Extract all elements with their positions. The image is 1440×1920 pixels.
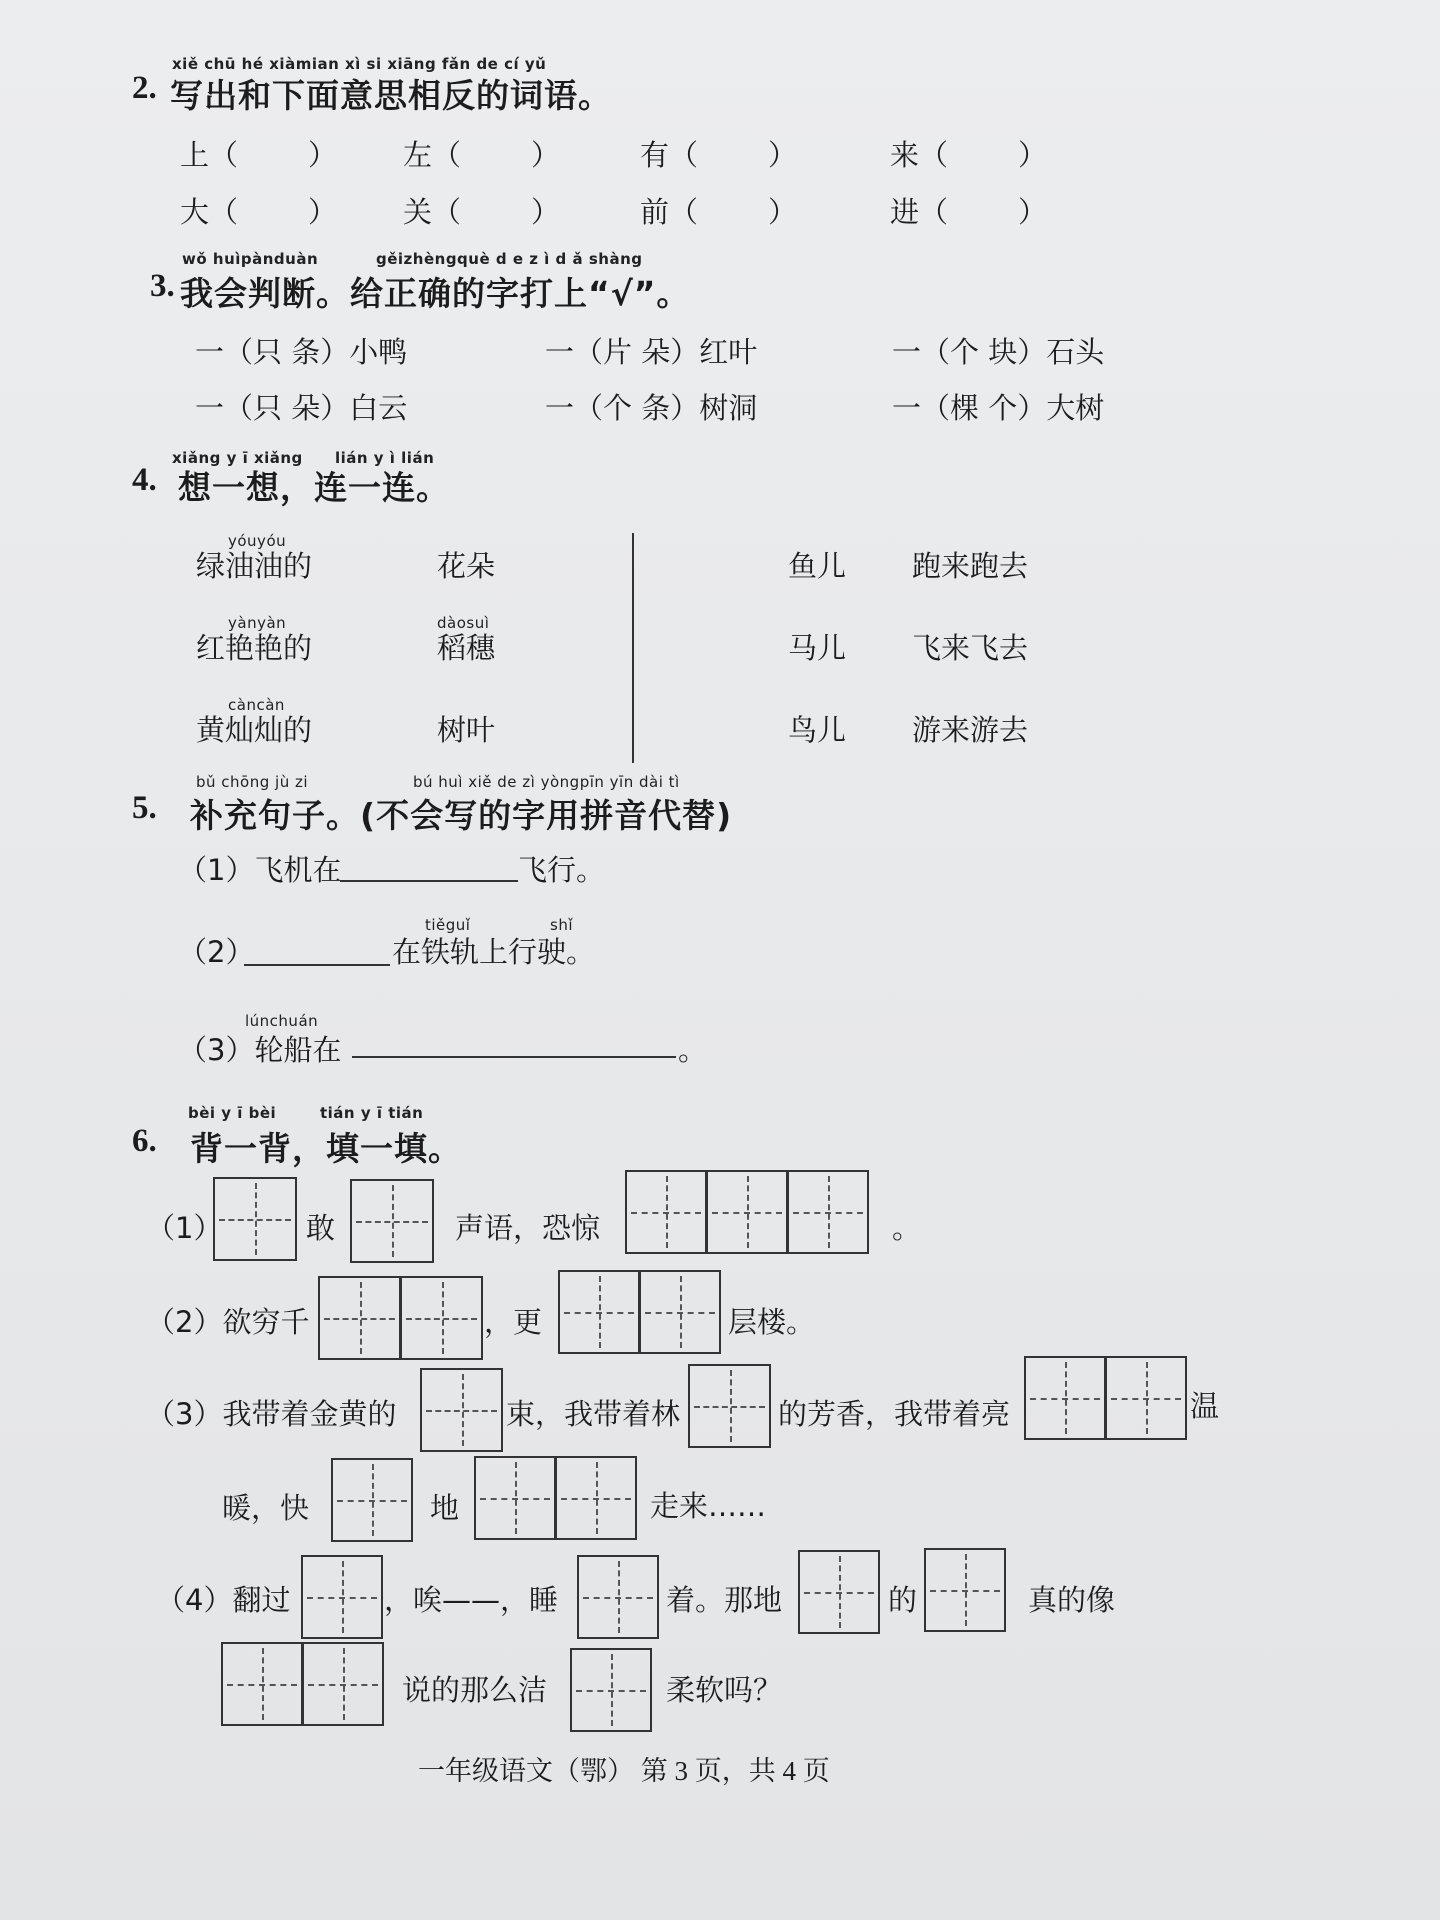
passage-text: 的 <box>888 1583 918 1617</box>
q6-pinyin-b: tián y ī tián <box>320 1104 424 1122</box>
measure-word-item: 一（棵 个）大树 <box>892 391 1105 425</box>
shi-pinyin: shǐ <box>550 916 573 934</box>
word-pinyin: yànyàn <box>228 614 287 632</box>
antonym-item: 关（ ） <box>403 195 561 229</box>
poem-text: 敢 <box>306 1211 336 1245</box>
answer-blank-2[interactable] <box>244 964 390 966</box>
char-box[interactable] <box>302 1642 384 1726</box>
q3-pinyin-b: gěizhèngquè d e z ì d ǎ shàng <box>376 250 643 268</box>
char-box[interactable] <box>924 1548 1006 1632</box>
q3-title: 我会判断。给正确的字打上“√”。 <box>180 274 691 313</box>
antonym-item: 来（ ） <box>890 138 1048 172</box>
page-footer: 一年级语文（鄂） 第 3 页，共 4 页 <box>418 1756 830 1786</box>
q5-number: 5. <box>132 790 157 826</box>
lunchuan-pinyin: lúnchuán <box>245 1012 319 1030</box>
char-box[interactable] <box>318 1276 401 1360</box>
sentence-1-start: （1）飞机在 <box>178 853 342 887</box>
q6-pinyin-a: bèi y ī bèi <box>188 1104 277 1122</box>
poem-text: 层楼。 <box>728 1305 816 1339</box>
q2-pinyin: xiě chū hé xiàmian xì si xiāng fǎn de cí yǔ <box>172 55 547 73</box>
q2-number: 2. <box>132 70 157 106</box>
char-box[interactable] <box>301 1555 383 1639</box>
sentence-1-end: 飞行。 <box>518 853 606 887</box>
tiegui-pinyin: tiěguǐ <box>425 916 471 934</box>
passage-text: ，唉——，睡 <box>384 1583 559 1617</box>
measure-word-item: 一（只 条）小鸭 <box>195 335 408 369</box>
fill-line-1-label: （1） <box>146 1211 223 1245</box>
q4-pinyin-b: lián y ì lián <box>335 449 435 467</box>
left-word: 红艳艳的 <box>196 631 313 665</box>
antonym-item: 有（ ） <box>640 138 798 172</box>
word-pinyin: càncàn <box>228 696 285 714</box>
char-box[interactable] <box>350 1179 434 1263</box>
char-box[interactable] <box>400 1276 483 1360</box>
poem-text: 声语，恐惊 <box>455 1211 601 1245</box>
passage-text: 的芳香，我带着亮 <box>778 1397 1011 1431</box>
char-box[interactable] <box>1024 1356 1106 1440</box>
char-box[interactable] <box>688 1364 771 1448</box>
measure-word-item: 一（个 条）树洞 <box>545 391 758 425</box>
passage-text: 说的那么洁 <box>402 1673 548 1707</box>
sentence-3-start: （3）轮船在 <box>178 1033 342 1067</box>
left-word: 绿油油的 <box>196 549 313 583</box>
antonym-item: 大（ ） <box>180 195 338 229</box>
char-box[interactable] <box>706 1170 788 1254</box>
q5-title: 补充句子。(不会写的字用拼音代替) <box>190 796 733 835</box>
passage-text: 暖，快 <box>222 1491 310 1525</box>
fill-line-2-label: （2）欲穷千 <box>146 1305 310 1339</box>
sentence-2-end: 在铁轨上行驶。 <box>392 935 596 969</box>
fill-line-4-label: （4）翻过 <box>156 1583 291 1617</box>
passage-text: 地 <box>430 1491 460 1525</box>
char-box[interactable] <box>798 1550 880 1634</box>
antonym-item: 上（ ） <box>180 138 338 172</box>
char-box[interactable] <box>625 1170 707 1254</box>
q6-title: 背一背，填一填。 <box>190 1129 462 1168</box>
mid-word: 稻穗 <box>437 631 496 665</box>
char-box[interactable] <box>639 1270 721 1354</box>
char-box[interactable] <box>213 1177 297 1261</box>
char-box[interactable] <box>555 1456 637 1540</box>
word-pinyin: yóuyóu <box>228 532 287 550</box>
answer-blank-3[interactable] <box>352 1056 676 1058</box>
measure-word-item: 一（片 朵）红叶 <box>545 335 758 369</box>
passage-text: 柔软吗？ <box>666 1673 783 1707</box>
char-box[interactable] <box>221 1642 303 1726</box>
passage-text: 着。那地 <box>666 1583 783 1617</box>
sentence-3-end: 。 <box>678 1033 708 1067</box>
animal-word: 鸟儿 <box>788 713 847 747</box>
mid-word: 树叶 <box>437 713 496 747</box>
measure-word-item: 一（只 朵）白云 <box>195 391 408 425</box>
q5-pinyin-a: bǔ chōng jù zi <box>196 773 309 791</box>
mid-word: 花朵 <box>437 549 496 583</box>
char-box[interactable] <box>1105 1356 1187 1440</box>
animal-word: 马儿 <box>788 631 847 665</box>
action-word: 跑来跑去 <box>912 549 1029 583</box>
q3-number: 3. <box>150 268 175 304</box>
char-box[interactable] <box>474 1456 556 1540</box>
passage-text: 温 <box>1190 1389 1220 1423</box>
q4-number: 4. <box>132 462 157 498</box>
passage-text: 走来…… <box>650 1489 767 1523</box>
column-divider <box>632 533 634 763</box>
measure-word-item: 一（个 块）石头 <box>892 335 1105 369</box>
q2-title: 写出和下面意思相反的词语。 <box>170 76 612 115</box>
char-box[interactable] <box>787 1170 869 1254</box>
poem-text: 。 <box>892 1211 922 1245</box>
left-word: 黄灿灿的 <box>196 713 313 747</box>
action-word: 飞来飞去 <box>912 631 1029 665</box>
poem-text: ，更 <box>484 1305 543 1339</box>
passage-text: 真的像 <box>1028 1583 1116 1617</box>
q5-pinyin-b: bú huì xiě de zì yòngpīn yīn dài tì <box>413 773 680 791</box>
antonym-item: 前（ ） <box>640 195 798 229</box>
char-box[interactable] <box>577 1555 659 1639</box>
char-box[interactable] <box>331 1458 413 1542</box>
antonym-item: 进（ ） <box>890 195 1048 229</box>
sentence-2-start: （2） <box>178 935 255 969</box>
fill-line-3-label: （3）我带着金黄的 <box>146 1397 397 1431</box>
q6-number: 6. <box>132 1123 157 1159</box>
q4-pinyin-a: xiǎng y ī xiǎng <box>172 449 303 467</box>
word-pinyin: dàosuì <box>437 614 490 632</box>
q4-title: 想一想，连一连。 <box>178 468 450 507</box>
answer-blank-1[interactable] <box>340 880 518 882</box>
char-box[interactable] <box>558 1270 640 1354</box>
char-box[interactable] <box>420 1368 503 1452</box>
animal-word: 鱼儿 <box>788 549 847 583</box>
antonym-item: 左（ ） <box>403 138 561 172</box>
q3-pinyin-a: wǒ huìpànduàn <box>182 250 319 268</box>
action-word: 游来游去 <box>912 713 1029 747</box>
char-box[interactable] <box>570 1648 652 1732</box>
passage-text: 束，我带着林 <box>506 1397 681 1431</box>
